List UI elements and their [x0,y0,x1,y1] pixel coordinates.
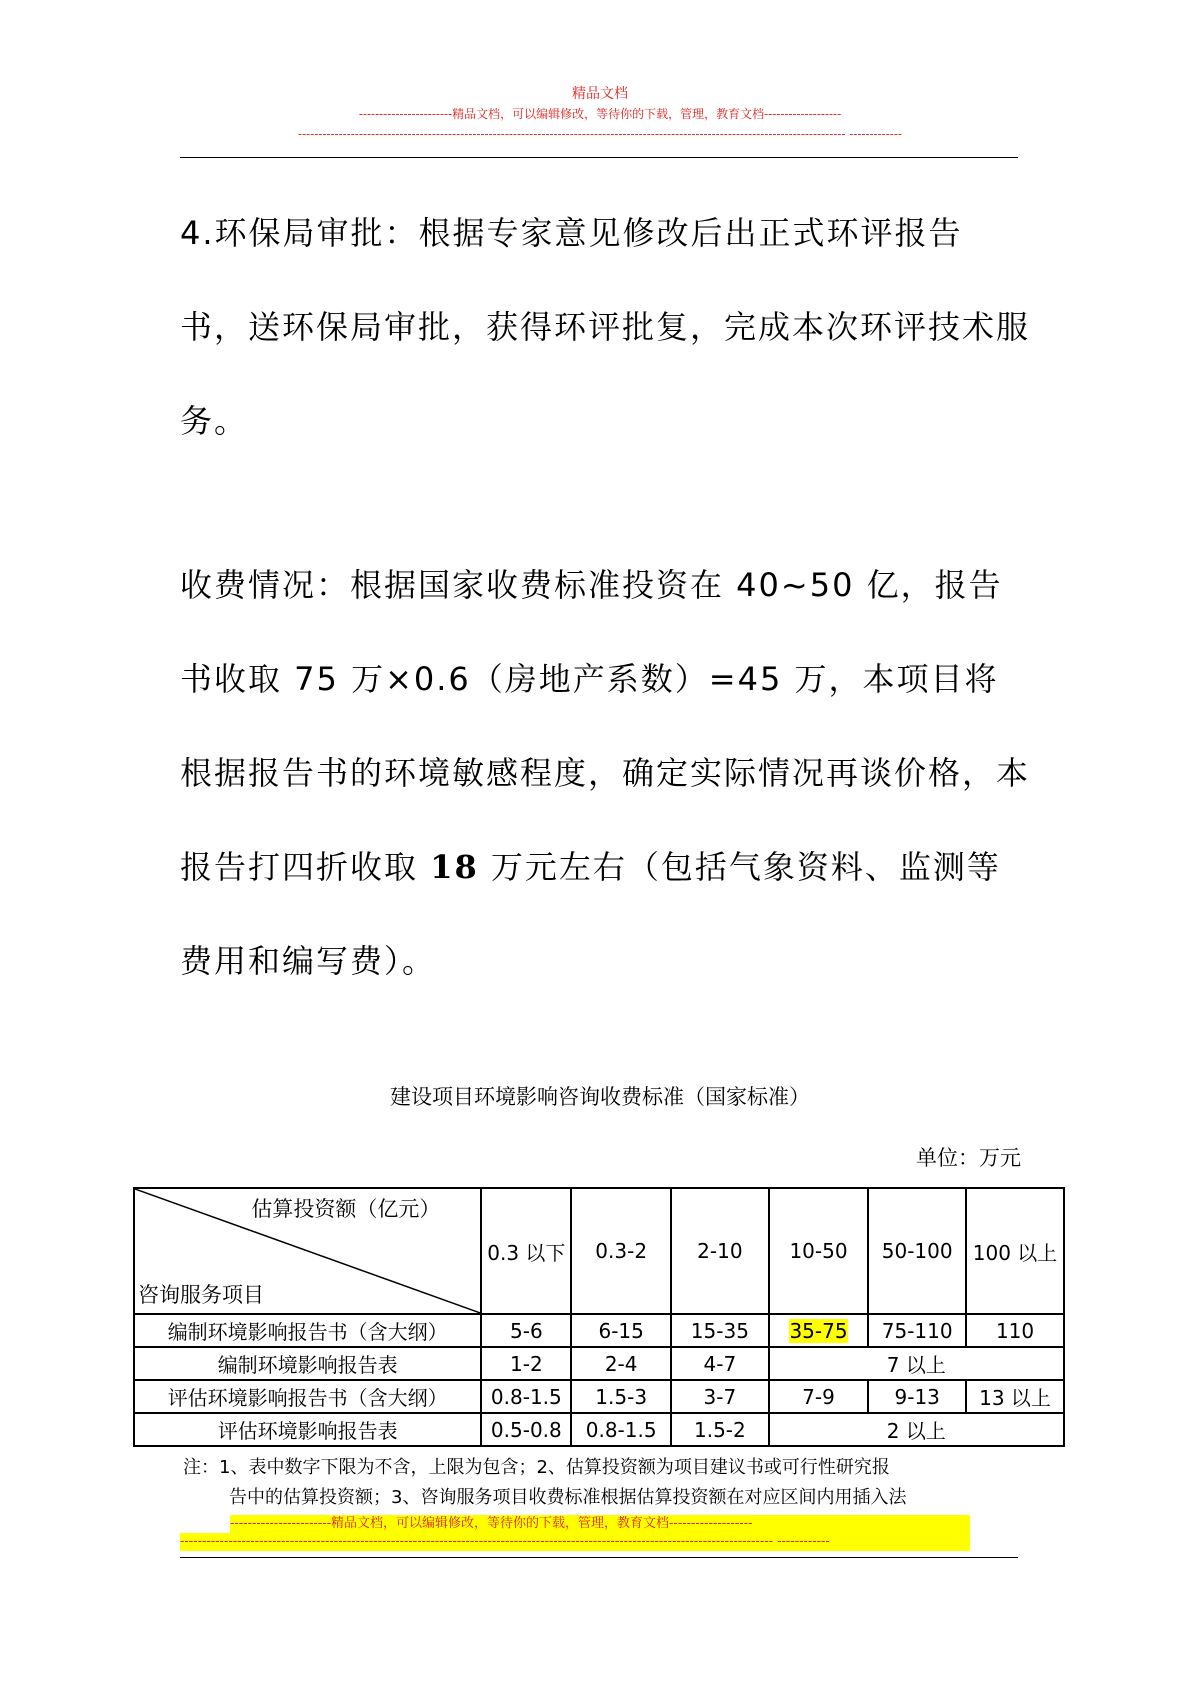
note-line-1: 注：1、表中数字下限为不含，上限为包含；2、估算投资额为项目建议书或可行性研究报 [183,1457,890,1478]
table-cell: 9-13 [868,1380,966,1413]
table-cell: 1.5-2 [671,1413,769,1446]
table-row [134,1314,1064,1347]
paragraph-fees [180,538,1030,1008]
table-cell: 4-7 [671,1347,769,1380]
table-cell: 1-2 [481,1347,571,1380]
table-cell: 15-35 [671,1314,769,1347]
table-cell: 3-7 [671,1380,769,1413]
column-header: 0.3 以下 [481,1188,571,1314]
paragraph-approval: 4.环保局审批：根据专家意见修改后出正式环评报告书，送环保局审批，获得环评批复，完成本次环评技术服务。 [180,214,1031,440]
table-header-row [134,1188,1064,1314]
header-title: 精品文档 [572,86,628,102]
table-row [134,1380,1064,1413]
footer-rule [180,1557,1018,1558]
note-line-2: 告中的估算投资额；3、咨询服务项目收费标准根据估算投资额在对应区间内用插入法 [229,1487,907,1508]
table-cell: 0.8-1.5 [481,1380,571,1413]
table-row [134,1413,1064,1446]
table-cell: 5-6 [481,1314,571,1347]
table-cell-highlighted [769,1314,869,1347]
header-rule [180,157,1018,158]
table-cell: 13 以上 [966,1380,1064,1413]
highlighted-value: 35-75 [789,1318,848,1343]
row-label: 编制环境影响报告表 [134,1347,481,1380]
page-footer [180,1515,970,1551]
corner-label-investment: 估算投资额（亿元） [251,1197,441,1221]
header-line-2: --------------------------------------------------------------------------------------------------------------------------------------- ------------- [298,127,902,141]
table-cell: 75-110 [868,1314,966,1347]
table-cell: 0.8-1.5 [571,1413,671,1446]
page-header [180,84,1020,144]
table-note [183,1453,1023,1513]
table-cell-merged: 7 以上 [769,1347,1064,1380]
fees-text-2: 万元左右（包括气象资料、监测等费用和编写费）。 [180,848,1001,980]
row-label: 评估环境影响报告表 [134,1413,481,1446]
fee-table [133,1187,1065,1447]
column-header: 100 以上 [966,1188,1064,1314]
footer-line-2: --------------------------------------------------------------------------------------------------------------------------------------- ------------ [180,1533,970,1551]
row-label: 评估环境影响报告书（含大纲） [134,1380,481,1413]
column-header: 10-50 [769,1188,869,1314]
fees-text-1: 收费情况：根据国家收费标准投资在 40~50 亿，报告书收取 75 万×0.6（房地产系数）=45 万，本项目将根据报告书的环境敏感程度，确定实际情况再谈价格，本报告打四折收取 [180,566,1031,886]
table-cell: 110 [966,1314,1064,1347]
table-cell-merged: 2 以上 [769,1413,1064,1446]
column-header: 50-100 [868,1188,966,1314]
footer-line-1: -----------------------精品文档，可以编辑修改，等待你的下载，管理，教育文档------------------- [230,1515,970,1533]
fees-amount: 18 [430,848,479,886]
table-title: 建设项目环境影响咨询收费标准（国家标准） [390,1085,810,1109]
table-cell: 2-4 [571,1347,671,1380]
column-header: 0.3-2 [571,1188,671,1314]
row-label: 编制环境影响报告书（含大纲） [134,1314,481,1347]
table-cell: 1.5-3 [571,1380,671,1413]
corner-label-service: 咨询服务项目 [138,1283,264,1307]
table-cell: 7-9 [769,1380,869,1413]
table-unit: 单位：万元 [916,1146,1021,1170]
table-row [134,1347,1064,1380]
header-line-1: -----------------------精品文档，可以编辑修改，等待你的下载，管理，教育文档------------------- [358,107,842,121]
table-corner-cell [134,1188,481,1314]
table-cell: 0.5-0.8 [481,1413,571,1446]
column-header: 2-10 [671,1188,769,1314]
table-cell: 6-15 [571,1314,671,1347]
